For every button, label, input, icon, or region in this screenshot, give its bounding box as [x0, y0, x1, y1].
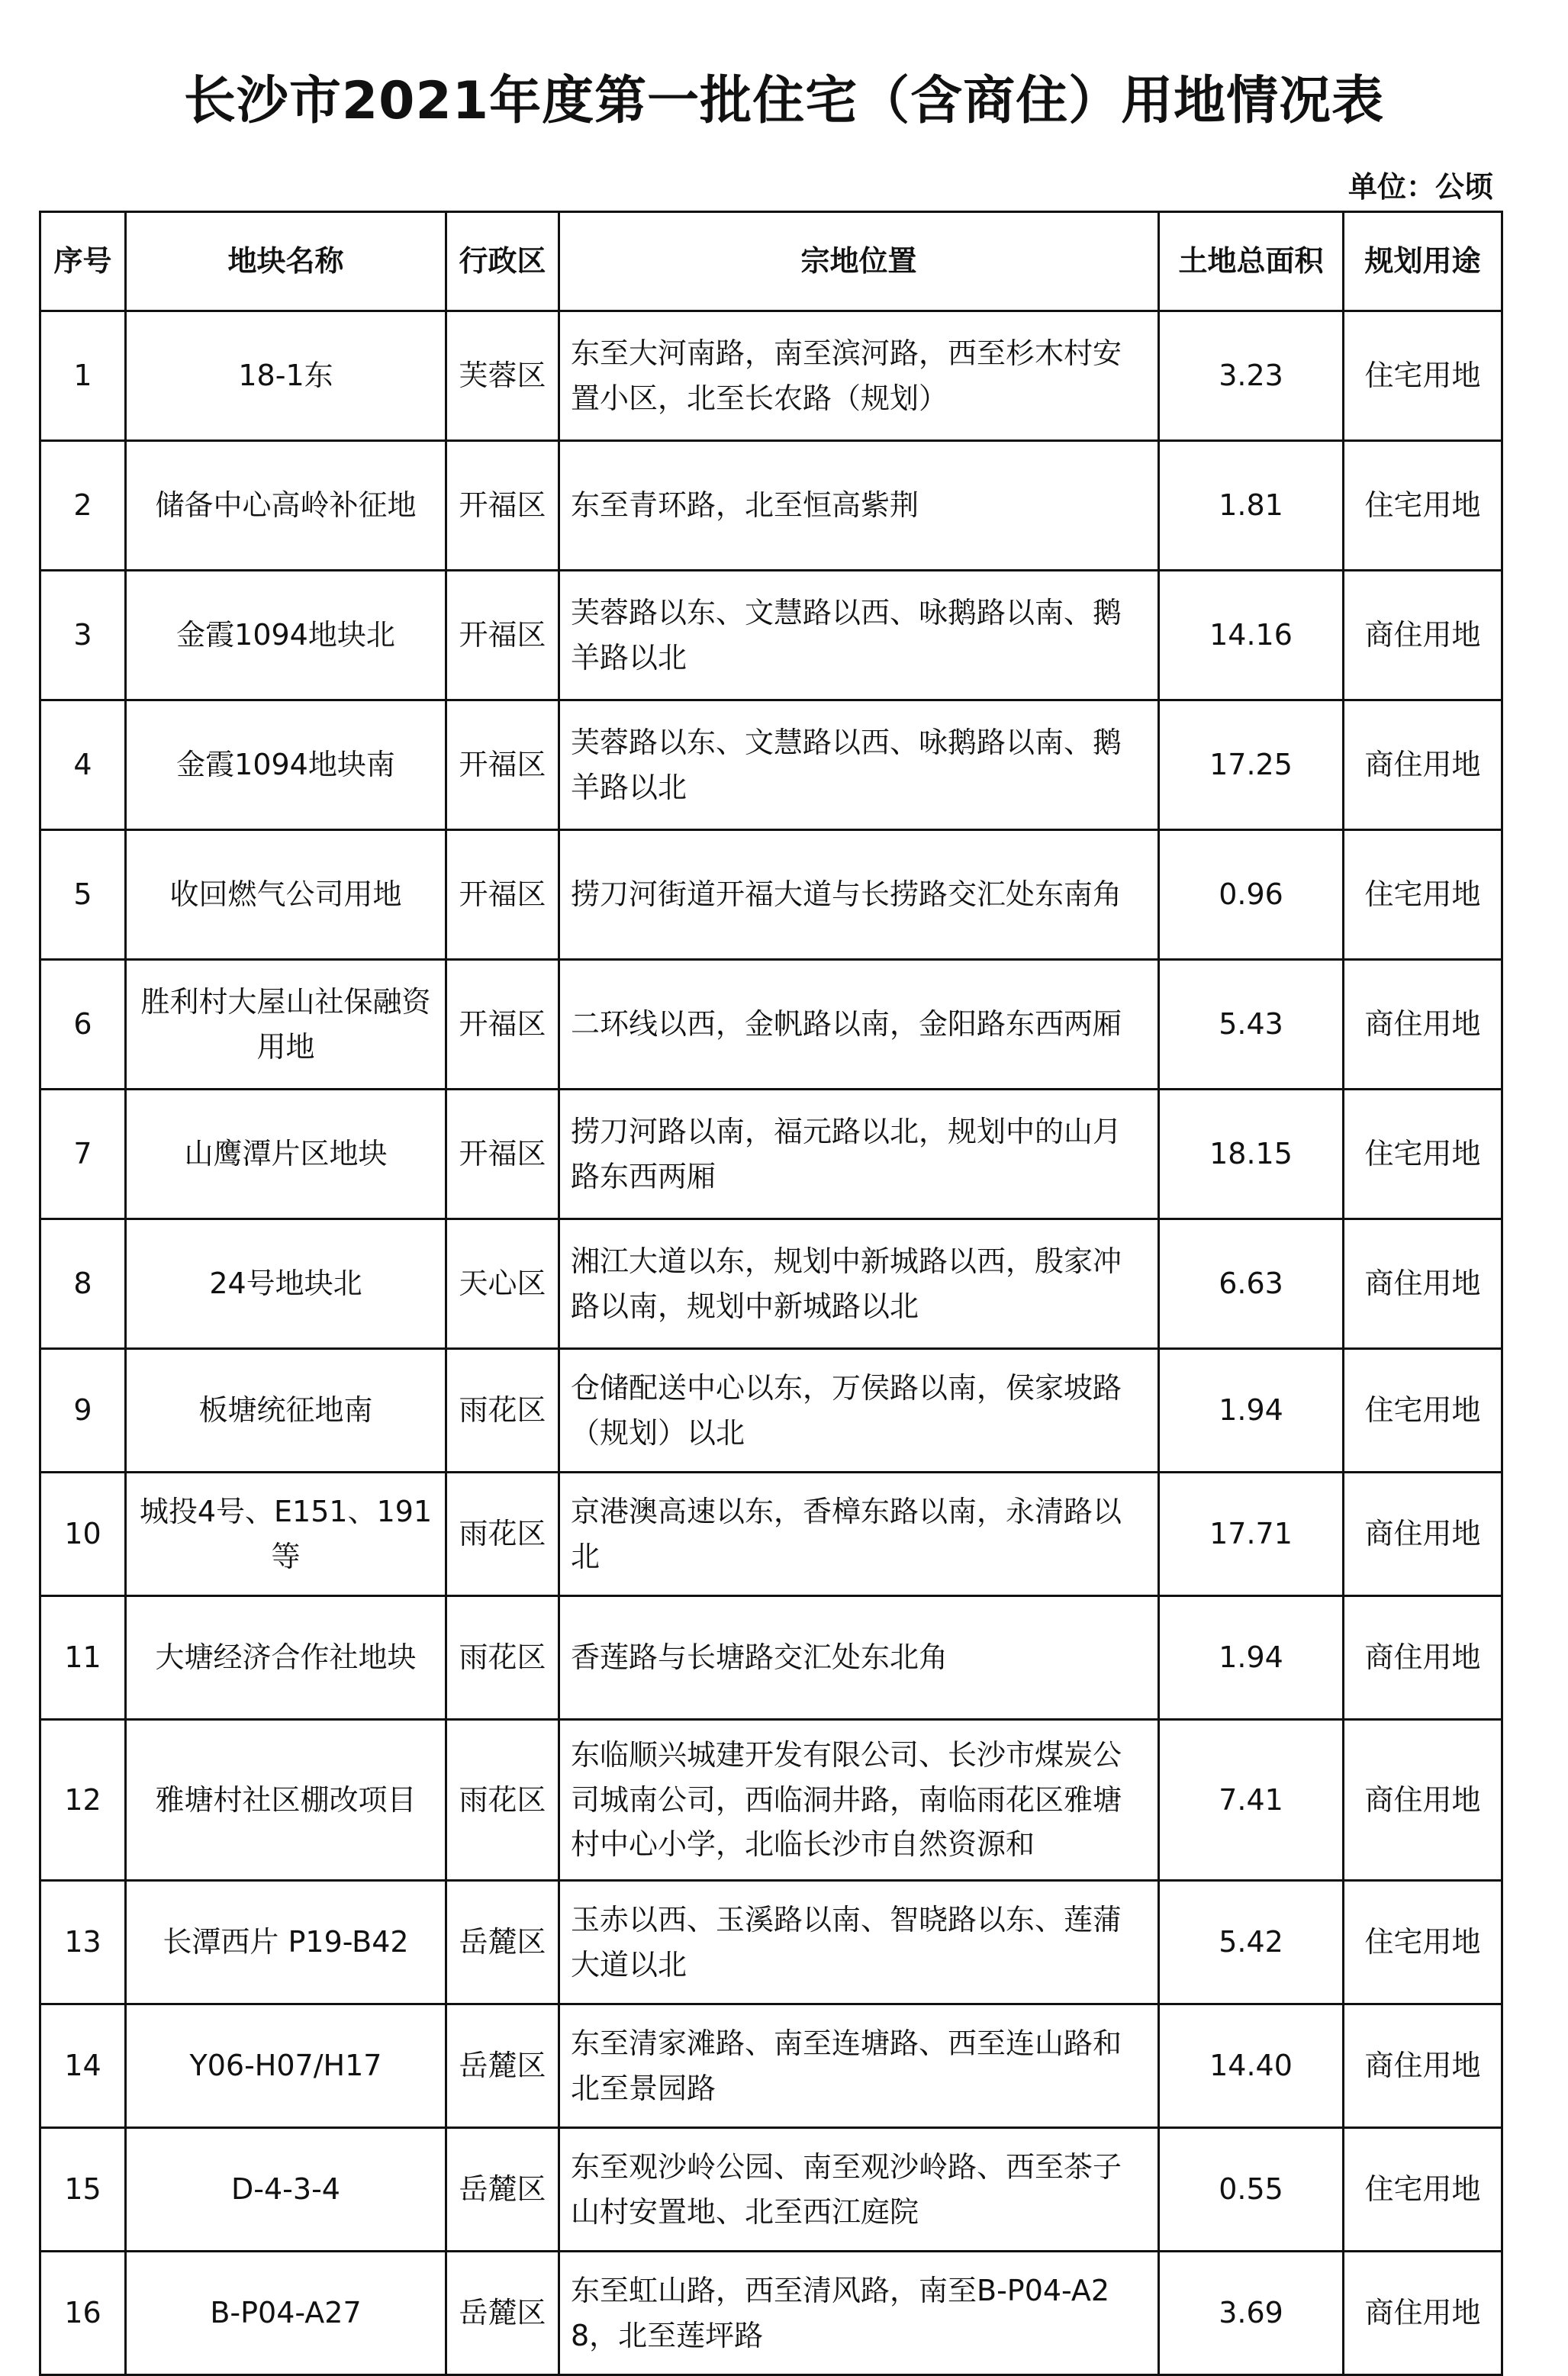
- header-location: 宗地位置: [559, 212, 1159, 311]
- planned-usage-text: 住宅用地: [1364, 1137, 1481, 1171]
- row-index: [40, 2128, 126, 2252]
- table-row: [40, 2252, 1502, 2375]
- location-text: 捞刀河路以南，福元路以北，规划中的山月路东西两厢: [571, 1114, 1122, 1193]
- parcel-name: [126, 2252, 446, 2375]
- planned-usage-text: 住宅用地: [1364, 877, 1481, 912]
- location: [559, 2252, 1159, 2375]
- location-text: 捞刀河街道开福大道与长捞路交汇处东南角: [571, 877, 1122, 912]
- parcel-name: [126, 571, 446, 700]
- location: [559, 1596, 1159, 1720]
- land-area-text: 3.23: [1219, 359, 1283, 393]
- parcel-name: [126, 1219, 446, 1349]
- planned-usage-text: 商住用地: [1364, 1267, 1481, 1301]
- land-area-text: 1.81: [1219, 488, 1283, 523]
- land-area: [1159, 700, 1344, 830]
- table-row: [40, 830, 1502, 960]
- row-index-text: 11: [64, 1640, 101, 1675]
- land-area: [1159, 830, 1344, 960]
- location-text: 东至清家滩路、南至连塘路、西至连山路和北至景园路: [571, 2026, 1122, 2105]
- table-row: [40, 700, 1502, 830]
- table-row: [40, 311, 1502, 441]
- land-area-text: 1.94: [1219, 1393, 1283, 1428]
- table-row: [40, 571, 1502, 700]
- row-index: [40, 1090, 126, 1219]
- location-text: 东至青环路，北至恒高紫荆: [571, 488, 919, 523]
- location: [559, 2128, 1159, 2252]
- district: [446, 700, 559, 830]
- land-area: [1159, 2128, 1344, 2252]
- parcel-name: [126, 2128, 446, 2252]
- district: [446, 571, 559, 700]
- location-text: 仓储配送中心以东，万侯路以南，侯家坡路（规划）以北: [571, 1370, 1122, 1450]
- header-index: 序号: [40, 212, 126, 311]
- table-row: [40, 441, 1502, 571]
- district-text: 雨花区: [459, 1517, 546, 1551]
- parcel-name-text: 24号地块北: [209, 1267, 362, 1301]
- planned-usage: [1344, 1090, 1502, 1219]
- district-text: 开福区: [459, 877, 546, 912]
- land-area-text: 6.63: [1219, 1267, 1283, 1301]
- location-text: 湘江大道以东，规划中新城路以西，殷家冲路以南，规划中新城路以北: [571, 1244, 1122, 1323]
- district: [446, 2252, 559, 2375]
- location: [559, 441, 1159, 571]
- planned-usage: [1344, 1881, 1502, 2004]
- district-text: 芙蓉区: [459, 359, 546, 393]
- row-index: [40, 571, 126, 700]
- location-text: 芙蓉路以东、文慧路以西、咏鹅路以南、鹅羊路以北: [571, 595, 1122, 674]
- table-header-row: [40, 212, 1502, 311]
- parcel-name: [126, 1090, 446, 1219]
- land-area-text: 5.43: [1219, 1007, 1283, 1042]
- land-area-text: 14.16: [1209, 618, 1293, 652]
- planned-usage: [1344, 1219, 1502, 1349]
- district-text: 开福区: [459, 1137, 546, 1171]
- planned-usage: [1344, 700, 1502, 830]
- row-index: [40, 2252, 126, 2375]
- row-index: [40, 960, 126, 1090]
- district-text: 开福区: [459, 1007, 546, 1042]
- parcel-name-text: 大塘经济合作社地块: [155, 1640, 417, 1675]
- district: [446, 441, 559, 571]
- page-title: 长沙市2021年度第一批住宅（含商住）用地情况表: [183, 71, 1385, 131]
- district: [446, 1349, 559, 1473]
- parcel-name-text: 山鹰潭片区地块: [184, 1137, 388, 1171]
- district: [446, 1881, 559, 2004]
- header-parcel-name: 地块名称: [126, 212, 446, 311]
- parcel-name-text: 长潭西片 P19-B42: [163, 1925, 409, 1959]
- row-index: [40, 1720, 126, 1881]
- parcel-name-text: Y06-H07/H17: [189, 2049, 382, 2083]
- land-area-text: 0.96: [1219, 877, 1283, 912]
- location: [559, 700, 1159, 830]
- planned-usage: [1344, 571, 1502, 700]
- header-area: 土地总面积: [1159, 212, 1344, 311]
- parcel-name: [126, 1596, 446, 1720]
- parcel-name: [126, 441, 446, 571]
- planned-usage: [1344, 1349, 1502, 1473]
- parcel-name-text: 城投4号、E151、191等: [139, 1494, 433, 1573]
- parcel-name: [126, 2004, 446, 2128]
- parcel-name: [126, 311, 446, 441]
- row-index: [40, 1596, 126, 1720]
- district-text: 雨花区: [459, 1782, 546, 1817]
- table-row: [40, 1473, 1502, 1596]
- land-area: [1159, 2004, 1344, 2128]
- row-index-text: 14: [64, 2049, 101, 2083]
- row-index: [40, 700, 126, 830]
- row-index: [40, 311, 126, 441]
- land-area: [1159, 2252, 1344, 2375]
- planned-usage-text: 商住用地: [1364, 1517, 1481, 1551]
- planned-usage: [1344, 830, 1502, 960]
- land-area: [1159, 1219, 1344, 1349]
- location: [559, 1349, 1159, 1473]
- land-area-text: 18.15: [1209, 1137, 1293, 1171]
- planned-usage-text: 住宅用地: [1364, 488, 1481, 523]
- parcel-name-text: 收回燃气公司用地: [169, 877, 402, 912]
- district: [446, 2004, 559, 2128]
- planned-usage: [1344, 2128, 1502, 2252]
- location-text: 东至大河南路，南至滨河路，西至杉木村安置小区，北至长农路（规划）: [571, 336, 1122, 415]
- district: [446, 830, 559, 960]
- row-index: [40, 1219, 126, 1349]
- land-area-text: 17.71: [1209, 1517, 1293, 1551]
- location: [559, 571, 1159, 700]
- location-text: 二环线以西，金帆路以南，金阳路东西两厢: [571, 1007, 1122, 1042]
- parcel-name: [126, 960, 446, 1090]
- district: [446, 1596, 559, 1720]
- planned-usage: [1344, 2252, 1502, 2375]
- district: [446, 960, 559, 1090]
- land-area: [1159, 441, 1344, 571]
- land-area: [1159, 1720, 1344, 1881]
- district-text: 开福区: [459, 748, 546, 782]
- land-area: [1159, 960, 1344, 1090]
- row-index: [40, 441, 126, 571]
- row-index-text: 16: [64, 2296, 101, 2330]
- land-area-text: 17.25: [1209, 748, 1293, 782]
- row-index: [40, 1881, 126, 2004]
- header-usage: 规划用途: [1344, 212, 1502, 311]
- land-area-text: 5.42: [1219, 1925, 1283, 1959]
- parcel-name-text: D-4-3-4: [231, 2172, 340, 2207]
- parcel-name-text: 18-1东: [238, 359, 333, 393]
- row-index: [40, 830, 126, 960]
- planned-usage-text: 商住用地: [1364, 1640, 1481, 1675]
- land-area-text: 1.94: [1219, 1640, 1283, 1675]
- row-index-text: 10: [64, 1517, 101, 1551]
- planned-usage-text: 住宅用地: [1364, 1925, 1481, 1959]
- land-area-text: 0.55: [1219, 2172, 1283, 2207]
- table-row: [40, 1090, 1502, 1219]
- land-area: [1159, 1090, 1344, 1219]
- row-index-text: 15: [64, 2172, 101, 2207]
- table-row: [40, 960, 1502, 1090]
- land-area-text: 7.41: [1219, 1782, 1283, 1817]
- parcel-name: [126, 700, 446, 830]
- row-index: [40, 1473, 126, 1596]
- land-area-text: 14.40: [1209, 2049, 1293, 2083]
- row-index-text: 2: [73, 488, 92, 523]
- row-index-text: 6: [73, 1007, 92, 1042]
- location: [559, 311, 1159, 441]
- table-row: [40, 2128, 1502, 2252]
- planned-usage-text: 商住用地: [1364, 2049, 1481, 2083]
- planned-usage-text: 商住用地: [1364, 748, 1481, 782]
- planned-usage: [1344, 2004, 1502, 2128]
- row-index-text: 1: [73, 359, 92, 393]
- row-index-text: 8: [73, 1267, 92, 1301]
- land-area: [1159, 311, 1344, 441]
- row-index: [40, 2004, 126, 2128]
- location: [559, 960, 1159, 1090]
- location: [559, 1090, 1159, 1219]
- location-text: 东至观沙岭公园、南至观沙岭路、西至茶子山村安置地、北至西江庭院: [571, 2149, 1122, 2229]
- district-text: 雨花区: [459, 1393, 546, 1428]
- district: [446, 1090, 559, 1219]
- location-text: 玉赤以西、玉溪路以南、智晓路以东、莲蒲大道以北: [571, 1902, 1122, 1982]
- parcel-name-text: 金霞1094地块南: [176, 748, 395, 782]
- row-index-text: 5: [73, 877, 92, 912]
- land-area: [1159, 1596, 1344, 1720]
- table-body: [40, 311, 1502, 2375]
- district-text: 岳麓区: [459, 2049, 546, 2083]
- land-area: [1159, 571, 1344, 700]
- district-text: 岳麓区: [459, 2296, 546, 2330]
- land-area-text: 3.69: [1219, 2296, 1283, 2330]
- row-index-text: 4: [73, 748, 92, 782]
- land-area: [1159, 1881, 1344, 2004]
- row-index-text: 9: [73, 1393, 92, 1428]
- location-text: 香莲路与长塘路交汇处东北角: [571, 1640, 948, 1675]
- planned-usage-text: 商住用地: [1364, 2296, 1481, 2330]
- planned-usage-text: 住宅用地: [1364, 359, 1481, 393]
- parcel-name: [126, 830, 446, 960]
- planned-usage: [1344, 1473, 1502, 1596]
- location-text: 芙蓉路以东、文慧路以西、咏鹅路以南、鹅羊路以北: [571, 725, 1122, 804]
- district: [446, 2128, 559, 2252]
- parcel-name-text: 胜利村大屋山社保融资用地: [140, 984, 431, 1064]
- district-text: 岳麓区: [459, 1925, 546, 1959]
- planned-usage-text: 商住用地: [1364, 618, 1481, 652]
- parcel-name-text: 储备中心高岭补征地: [155, 488, 417, 523]
- location: [559, 830, 1159, 960]
- parcel-name: [126, 1881, 446, 2004]
- location: [559, 1720, 1159, 1881]
- location: [559, 2004, 1159, 2128]
- planned-usage: [1344, 960, 1502, 1090]
- row-index-text: 7: [73, 1137, 92, 1171]
- planned-usage-text: 商住用地: [1364, 1782, 1481, 1817]
- parcel-name-text: 雅塘村社区棚改项目: [155, 1782, 417, 1817]
- planned-usage-text: 住宅用地: [1364, 1393, 1481, 1428]
- parcel-name: [126, 1473, 446, 1596]
- parcel-name: [126, 1349, 446, 1473]
- district-text: 岳麓区: [459, 2172, 546, 2207]
- table-row: [40, 1219, 1502, 1349]
- table-row: [40, 2004, 1502, 2128]
- planned-usage-text: 商住用地: [1364, 1007, 1481, 1042]
- unit-label: 单位：公顷: [1347, 170, 1493, 204]
- district-text: 开福区: [459, 618, 546, 652]
- row-index-text: 12: [64, 1782, 101, 1817]
- location-text: 东临顺兴城建开发有限公司、长沙市煤炭公司城南公司，西临洞井路，南临雨花区雅塘村中心小学，北临长沙市自然资源和: [571, 1737, 1122, 1862]
- planned-usage: [1344, 1720, 1502, 1881]
- parcel-name-text: B-P04-A27: [210, 2296, 362, 2330]
- location-text: 京港澳高速以东，香樟东路以南，永清路以北: [571, 1494, 1122, 1573]
- parcel-name-text: 板塘统征地南: [198, 1393, 373, 1428]
- planned-usage: [1344, 441, 1502, 571]
- table-row: [40, 1720, 1502, 1881]
- table-row: [40, 1349, 1502, 1473]
- district-text: 天心区: [459, 1267, 546, 1301]
- location: [559, 1473, 1159, 1596]
- table-row: [40, 1881, 1502, 2004]
- district: [446, 1473, 559, 1596]
- row-index-text: 3: [73, 618, 92, 652]
- planned-usage: [1344, 311, 1502, 441]
- parcel-name-text: 金霞1094地块北: [176, 618, 395, 652]
- planned-usage: [1344, 1596, 1502, 1720]
- land-area: [1159, 1473, 1344, 1596]
- district: [446, 311, 559, 441]
- district: [446, 1219, 559, 1349]
- district: [446, 1720, 559, 1881]
- location: [559, 1219, 1159, 1349]
- district-text: 开福区: [459, 488, 546, 523]
- planned-usage-text: 住宅用地: [1364, 2172, 1481, 2207]
- header-district: 行政区: [446, 212, 559, 311]
- row-index: [40, 1349, 126, 1473]
- land-use-table: [39, 211, 1503, 2376]
- district-text: 雨花区: [459, 1640, 546, 1675]
- land-area: [1159, 1349, 1344, 1473]
- row-index-text: 13: [64, 1925, 101, 1959]
- parcel-name: [126, 1720, 446, 1881]
- location-text: 东至虹山路，西至清风路，南至B-P04-A28，北至莲坪路: [571, 2273, 1110, 2352]
- location: [559, 1881, 1159, 2004]
- table-row: [40, 1596, 1502, 1720]
